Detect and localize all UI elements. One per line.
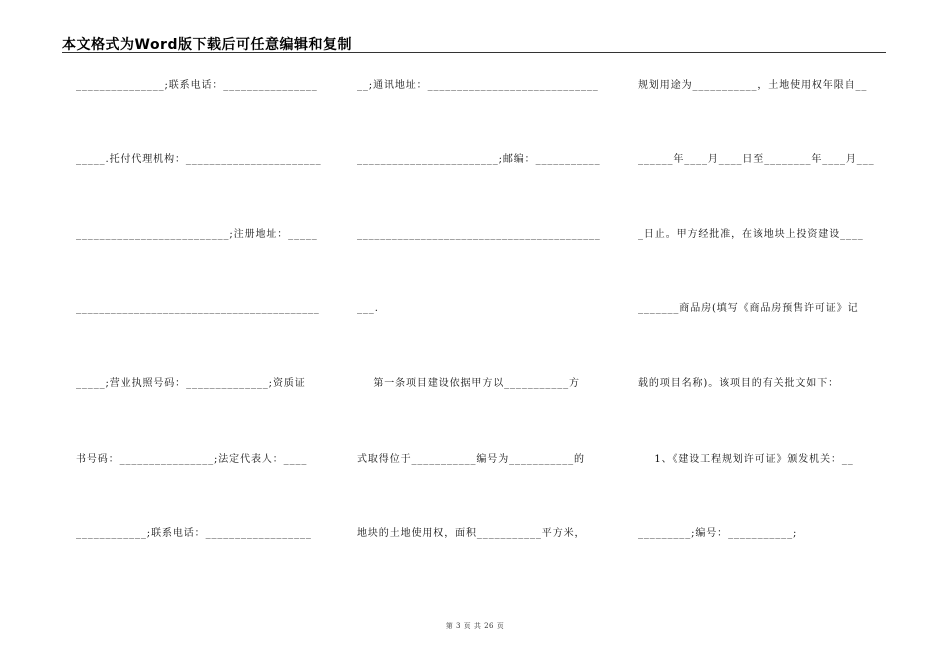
text-line: _________;编号：___________;: [638, 528, 798, 539]
text-line: ____________;联系电话：__________________: [76, 528, 312, 539]
text-line: ___.: [357, 303, 379, 314]
text-line: __________________________________________: [76, 303, 320, 314]
text-line: _____;营业执照号码：______________;资质证: [76, 378, 306, 389]
text-line: 式取得位于___________编号为___________的: [357, 454, 585, 465]
text-line: 地块的土地使用权，面积___________平方米，: [357, 528, 586, 539]
text-line: __;通讯地址：_____________________________: [357, 80, 599, 91]
text-line: ______年____月____日至________年____月___: [638, 154, 875, 165]
text-line: __________________________________________: [357, 229, 601, 240]
text-line: 载的项目名称)。该项目的有关批文如下：: [638, 378, 840, 389]
text-line: _日止。甲方经批准，在该地块上投资建设____: [638, 229, 864, 240]
text-line: _____.托付代理机构：_______________________: [76, 154, 322, 165]
text-line: __________________________;注册地址：_____: [76, 229, 318, 240]
text-line: 书号码：________________;法定代表人：____: [76, 454, 308, 465]
page-header-title: 本文格式为Word版下载后可任意编辑和复制: [62, 37, 352, 53]
text-line: ________________________;邮编：___________: [357, 154, 601, 165]
text-line: 1、《建设工程规划许可证》颁发机关：__: [638, 454, 854, 465]
text-line: 规划用途为___________，土地使用权年限自__: [638, 80, 868, 91]
text-line: 第一条项目建设依据甲方以___________方: [357, 378, 580, 389]
text-line: _______________;联系电话：________________: [76, 80, 318, 91]
header-divider: [62, 52, 886, 53]
page-number-footer: 第 3 页 共 26 页: [445, 622, 505, 630]
text-line: _______商品房(填写《商品房预售许可证》记: [638, 303, 859, 314]
